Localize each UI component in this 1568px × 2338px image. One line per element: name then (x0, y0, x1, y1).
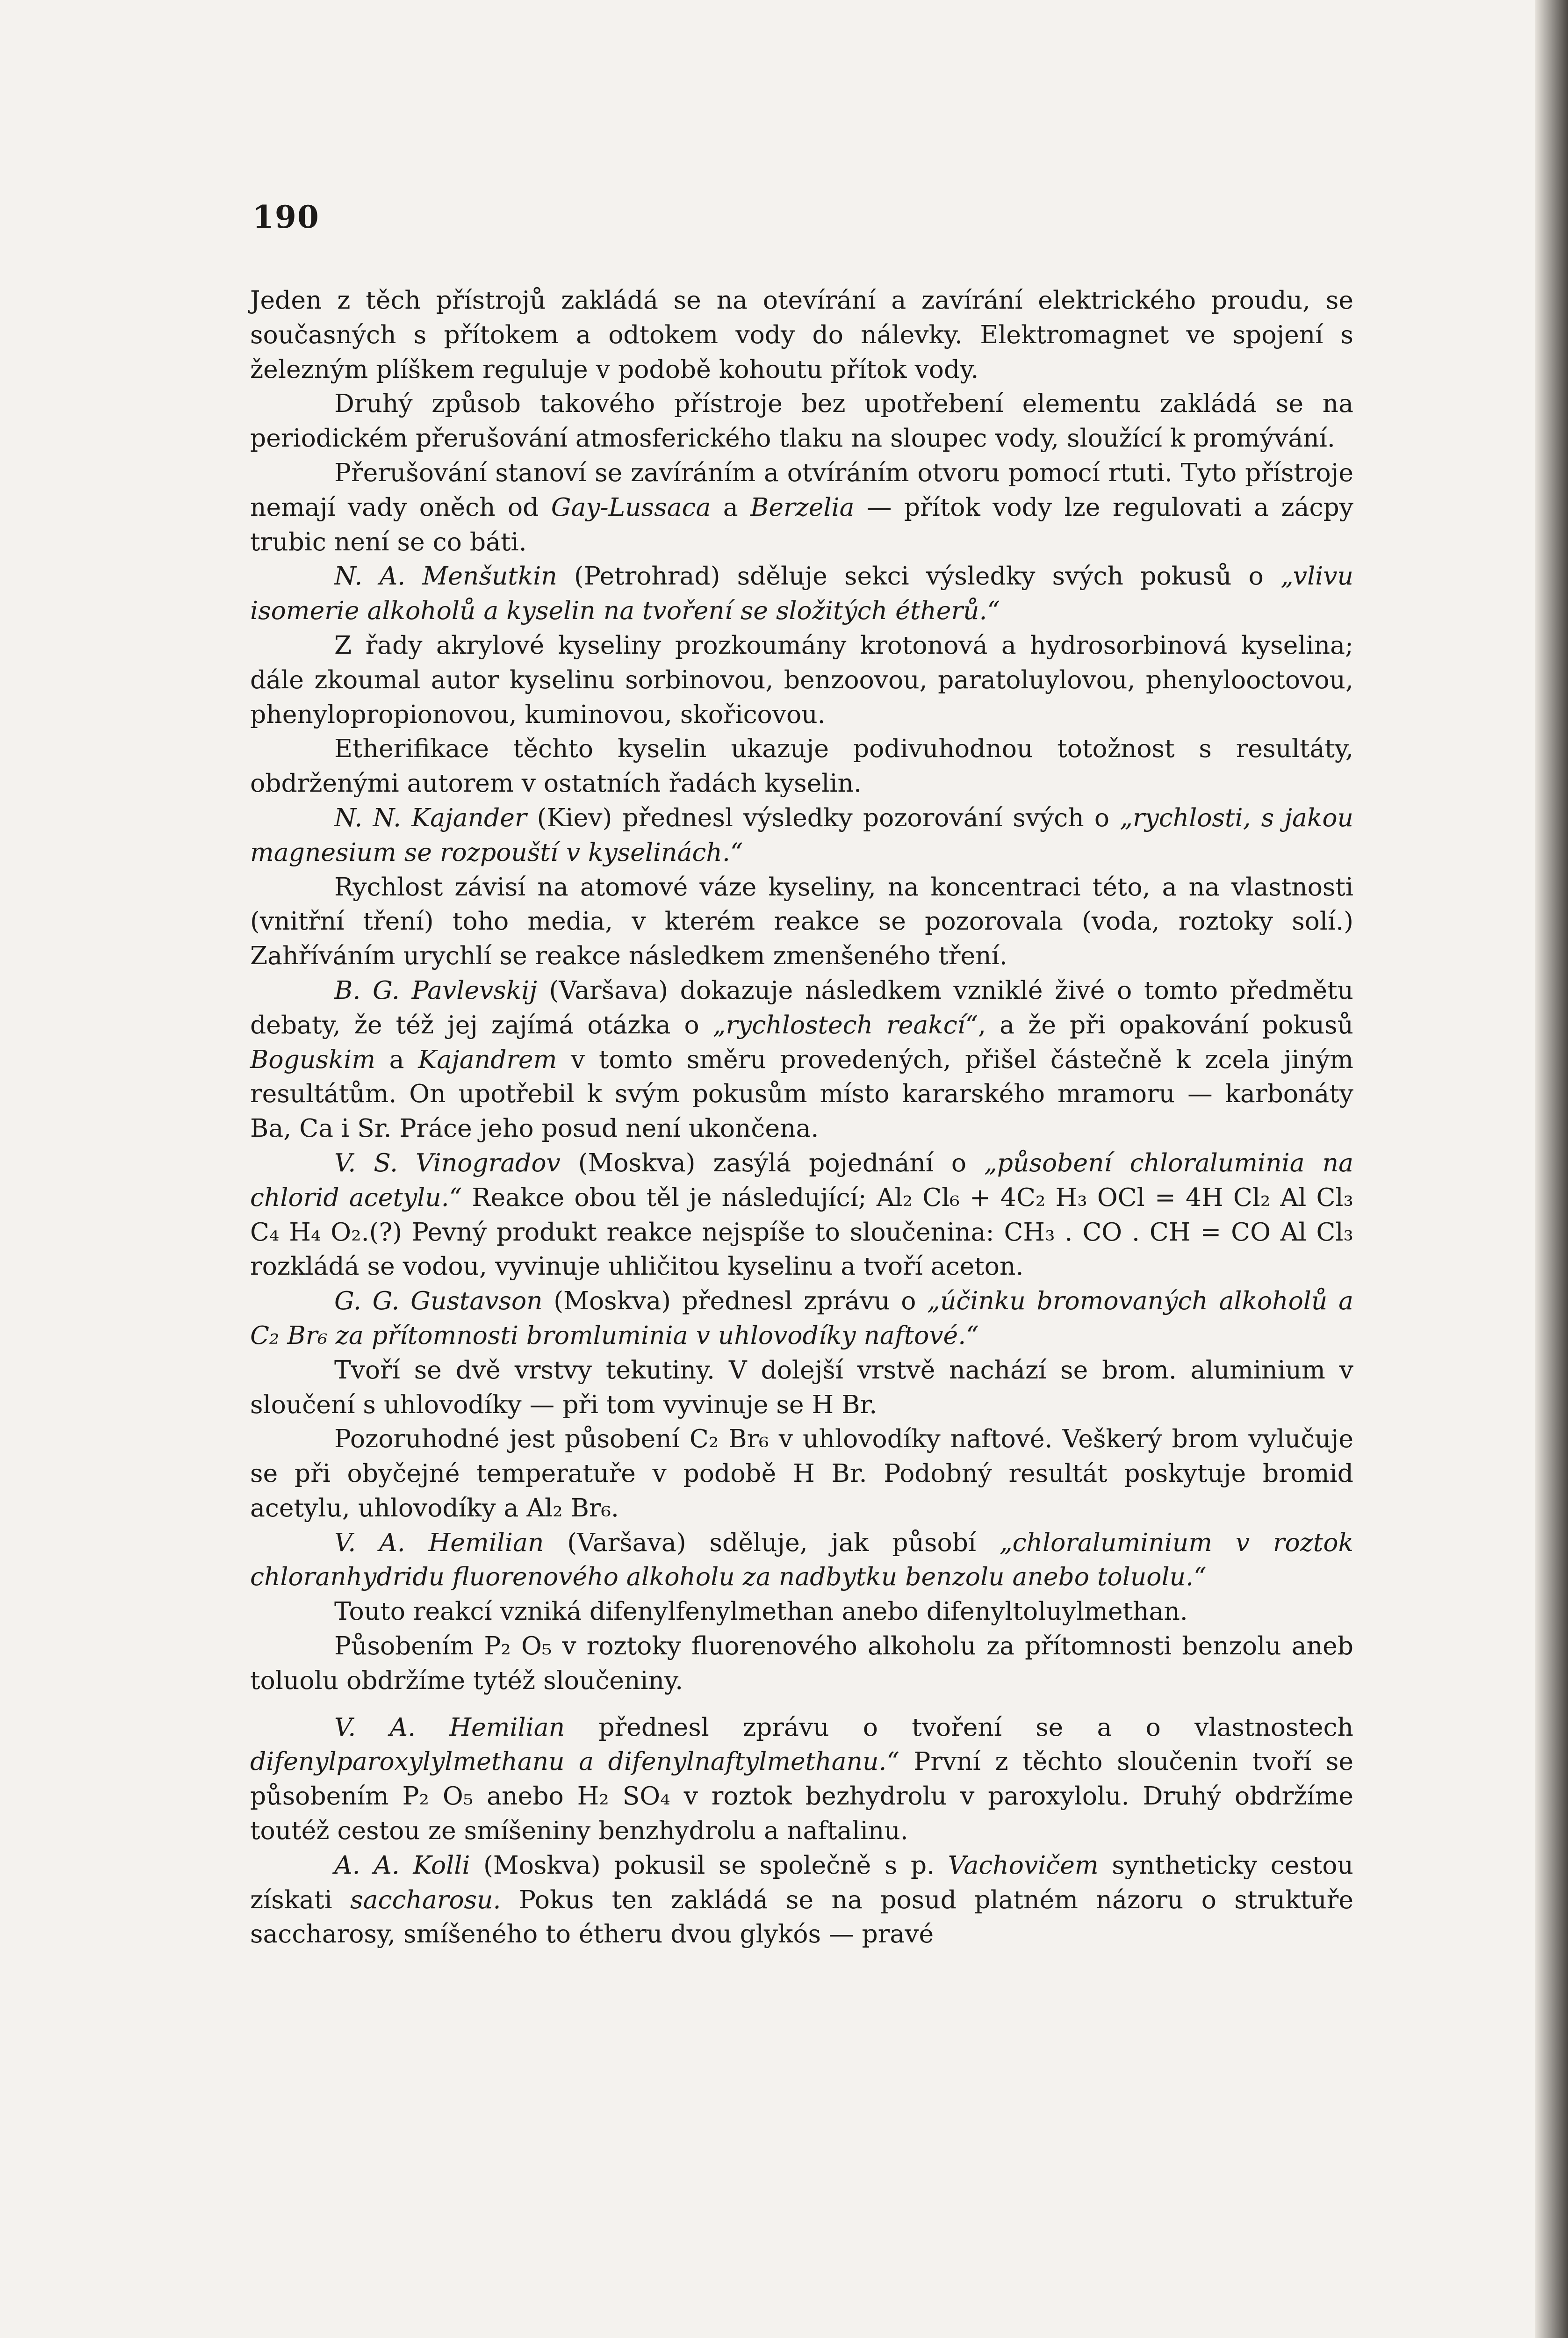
italic-segment: N. A. Menšutkin (334, 561, 557, 591)
italic-segment: Kajandrem (418, 1044, 557, 1074)
text-segment: — přítok vody lze regulovati a zácpy trubic není se co báti. (250, 492, 1353, 556)
text-segment: Rychlost závisí na atomové váze kyseliny, na koncentraci této, a na vlastnosti (vnitřní tření) toho media, v kterém reakce se pozorovala (voda, roztoky solí.) Zahříváním urychlí se reakce následkem zmenšeného tření. (250, 872, 1353, 971)
italic-segment: G. G. Gustavson (334, 1286, 543, 1316)
italic-segment: „rychlostech reakcí“ (712, 1010, 978, 1039)
text-segment: Tvoří se dvě vrstvy tekutiny. V dolejší vrstvě nachází se brom. aluminium v sloučení s uhlovodíky — při tom vyvinuje se H Br. (250, 1355, 1353, 1419)
text-segment: syntheticky cestou získati (250, 1850, 1353, 1914)
paragraph (250, 455, 1353, 559)
paragraph (250, 1848, 1353, 1951)
italic-segment: Gay-Lussaca (551, 492, 711, 522)
text-segment: Druhý způsob takového přístroje bez upotřebení elementu zakládá se na periodickém přerušování atmosferického tlaku na sloupec vody, sloužící k promývání. (250, 389, 1353, 453)
text-segment: Působením P₂ O₅ v roztoky fluorenového alkoholu za přítomnosti benzolu aneb toluolu obdržíme tytéž sloučeniny. (250, 1631, 1353, 1695)
paragraph (250, 628, 1353, 731)
paragraph (250, 801, 1353, 870)
paragraph (250, 1353, 1353, 1422)
italic-segment: „chloraluminium v roztok chloranhydridu fluorenového alkoholu za nadbytku benzolu anebo toluolu.“ (250, 1527, 1353, 1592)
text-segment: (Kiev) přednesl výsledky pozorování svých o (526, 802, 1120, 832)
text-segment: Etherifikace těchto kyselin ukazuje podivuhodnou totožnost s resultáty, obdrženými autorem v ostatních řadách kyselin. (250, 734, 1353, 798)
text-segment: , a že při opakování pokusů (978, 1010, 1353, 1039)
italic-segment: N. N. Kajander (334, 802, 527, 832)
text-segment: a (375, 1044, 418, 1074)
text-segment: Z řady akrylové kyseliny prozkoumány krotonová a hydrosorbinová kyselina; dále zkoumal autor kyselinu sorbinovou, benzoovou, paratoluylovou, phenylooctovou, phenylopropionovou, kuminovou, skořicovou. (250, 630, 1353, 729)
paragraph (250, 1710, 1353, 1848)
text-segment: První z těchto sloučenin tvoří se působením P₂ O₅ anebo H₂ SO₄ v roztok bezhydrolu v paroxylolu. Druhý obdržíme toutéž cestou ze smíšeniny benzhydrolu a naftalinu. (250, 1746, 1353, 1846)
italic-segment: „účinku bromovaných alkoholů a C₂ Br₆ za přítomnosti bromluminia v uhlovodíky naftové.“ (250, 1286, 1354, 1350)
italic-segment: B. G. Pavlevskij (334, 975, 537, 1005)
paragraph (250, 1594, 1353, 1629)
text-segment: Pozoruhodné jest působení C₂ Br₆ v uhlovodíky naftové. Veškerý brom vylučuje se při obyčejné temperatuře v podobě H Br. Podobný resultát poskytuje bromid acetylu, uhlovodíky a Al₂ Br₆. (250, 1424, 1353, 1523)
paragraph (250, 1629, 1353, 1698)
italic-segment: V. A. Hemilian (334, 1527, 544, 1557)
italic-segment: Boguskim (250, 1044, 375, 1074)
text-segment: (Moskva) pokusil se společně s p. (470, 1850, 948, 1880)
paragraph (250, 559, 1353, 628)
paragraph (250, 1422, 1353, 1525)
text-segment: a (711, 492, 750, 522)
italic-segment: Vachovičem (948, 1850, 1099, 1880)
text-segment: přednesl zprávu o tvoření se a o vlastnostech (565, 1712, 1353, 1742)
italic-segment: A. A. Kolli (334, 1850, 470, 1880)
italic-segment: V. A. Hemilian (334, 1712, 565, 1742)
text-segment: Touto reakcí vzniká difenylfenylmethan anebo difenyltoluylmethan. (334, 1596, 1188, 1626)
text-segment: Pokus ten zakládá se na posud platném názoru o struktuře saccharosy, smíšeného to étheru dvou glykós — pravé (250, 1884, 1353, 1949)
italic-segment: „působení chloraluminia na chlorid acetylu.“ (250, 1147, 1353, 1212)
paragraph (250, 1525, 1353, 1595)
paragraph (250, 386, 1353, 455)
scan-edge (1535, 0, 1568, 2338)
text-segment: (Moskva) zasýlá pojednání o (560, 1147, 985, 1177)
paragraph (250, 283, 1353, 386)
italic-segment: „rychlosti, s jakou magnesium se rozpouští v kyselinách.“ (250, 802, 1353, 867)
italic-segment: saccharosu. (350, 1884, 501, 1914)
italic-segment: V. S. Vinogradov (334, 1147, 561, 1177)
text-segment: Reakce obou těl je následující; Al₂ Cl₆ + 4C₂ H₃ OCl = 4H Cl₂ Al Cl₃ C₄ H₄ O₂.(?) Pevný produkt reakce nejspíše to sloučenina: CH₃ . CO . CH = CO Al Cl₃ rozkládá se vodou, vyvinuje uhličitou kyselinu a tvoří aceton. (250, 1182, 1353, 1281)
text-segment: Jeden z těch přístrojů zakládá se na otevírání a zavírání elektrického proudu, se současných s přítokem a odtokem vody do nálevky. Elektromagnet ve spojení s železným plíškem reguluje v podobě kohoutu přítok vody. (250, 285, 1353, 384)
italic-segment: difenylparoxylylmethanu a difenylnaftylmethanu.“ (250, 1746, 899, 1776)
text-segment: (Varšava) dokazuje následkem vzniklé živé o tomto předmětu debaty, že též jej zajímá otázka o (250, 975, 1353, 1039)
page-number: 190 (252, 199, 320, 235)
text-segment: (Petrohrad) sděluje sekci výsledky svých pokusů o (557, 561, 1281, 591)
paragraph (250, 1284, 1353, 1353)
paragraph (250, 1146, 1353, 1284)
italic-segment: „vlivu isomerie alkoholů a kyselin na tvoření se složitých étherů.“ (250, 561, 1353, 626)
paragraph (250, 870, 1353, 973)
paragraph (250, 973, 1353, 1146)
body-text (250, 283, 1353, 1951)
text-segment: (Moskva) přednesl zprávu o (542, 1286, 928, 1316)
text-segment: (Varšava) sděluje, jak působí (544, 1527, 1000, 1557)
text-segment: v tomto směru provedených, přišel částečně k zcela jiným resultátům. On upotřebil k svým pokusům místo kararského mramoru — karbonáty Ba, Ca i Sr. Práce jeho posud není ukončena. (250, 1044, 1353, 1143)
text-segment: Přerušování stanoví se zavíráním a otvíráním otvoru pomocí rtuti. Tyto přístroje nemají vady oněch od (250, 457, 1353, 522)
italic-segment: Berzelia (750, 492, 855, 522)
paragraph (250, 731, 1353, 801)
